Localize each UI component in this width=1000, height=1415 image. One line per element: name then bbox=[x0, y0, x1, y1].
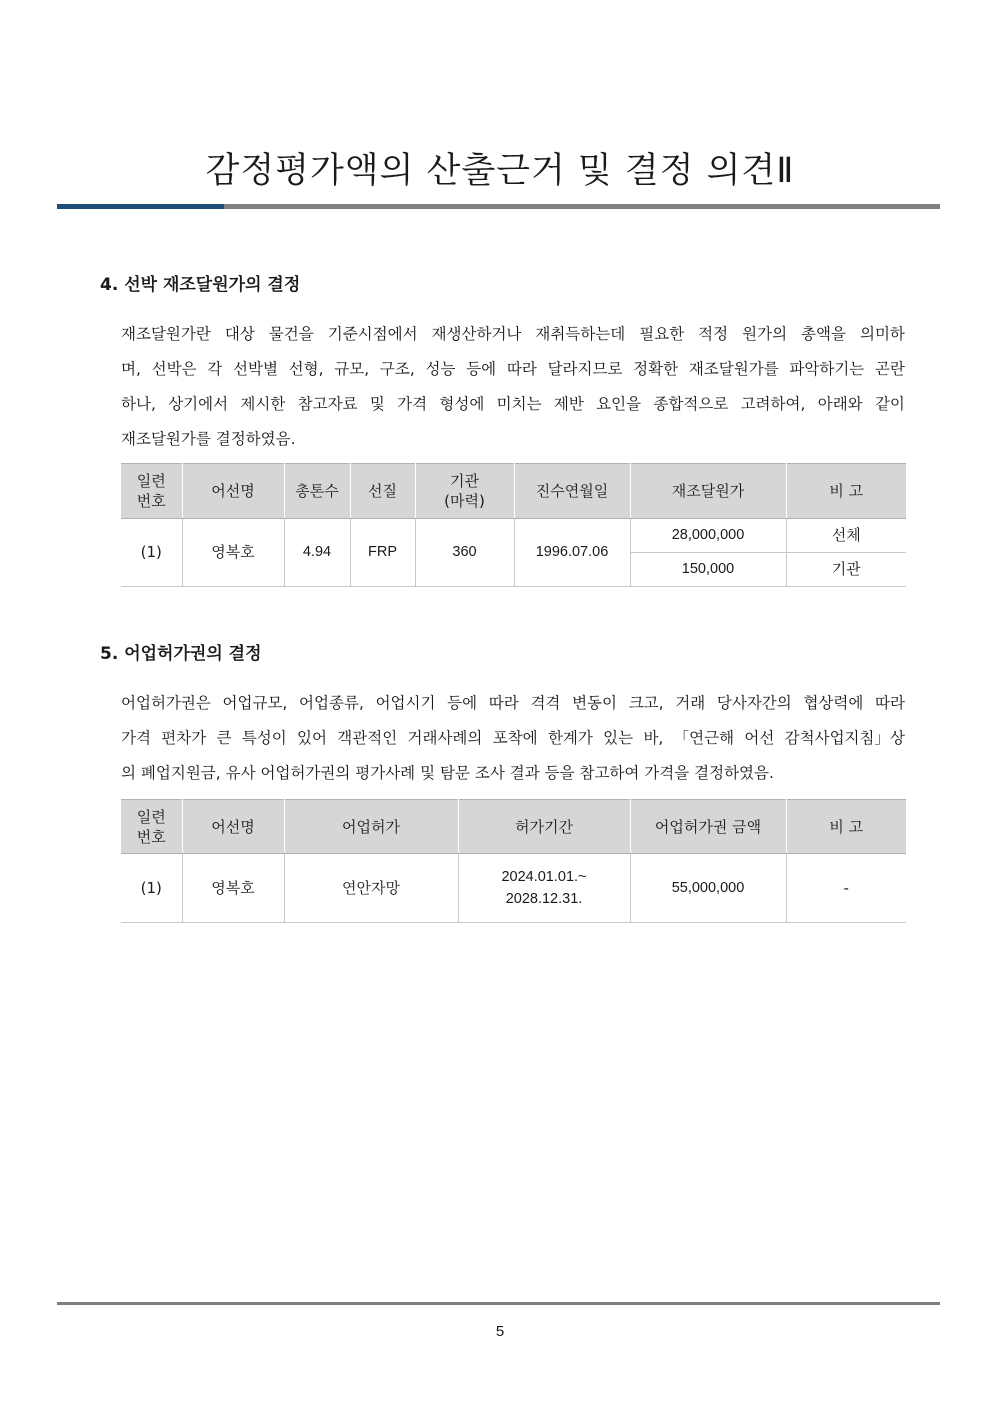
fishing-license-table bbox=[121, 799, 906, 923]
section4-paragraph bbox=[121, 317, 905, 457]
cell-remark: - bbox=[786, 854, 906, 923]
header-serial: 일련 번호 bbox=[121, 800, 182, 854]
word: 의미하 bbox=[859, 325, 905, 343]
cell-serial: (1) bbox=[121, 854, 182, 923]
word: 성능 bbox=[425, 360, 456, 378]
table-header-row bbox=[121, 800, 906, 854]
word: 요인을 bbox=[596, 395, 642, 413]
page-number: 5 bbox=[495, 1323, 505, 1340]
header-remarks: 비 고 bbox=[786, 464, 906, 519]
table-row bbox=[121, 519, 906, 553]
word: 필요한 bbox=[639, 325, 685, 343]
word: 달라지므로 bbox=[547, 360, 623, 378]
word: 어업종류, bbox=[299, 694, 364, 712]
cell-engine: 360 bbox=[415, 519, 514, 587]
title-divider bbox=[57, 204, 940, 209]
cell-license: 연안자망 bbox=[284, 854, 458, 923]
word: 있어 bbox=[297, 729, 327, 747]
cell-vessel-name: 영복호 bbox=[182, 519, 284, 587]
section5-paragraph bbox=[121, 686, 905, 791]
word: 변동이 bbox=[572, 694, 617, 712]
word: 편차가 bbox=[161, 729, 207, 747]
word: 파악하기는 bbox=[789, 360, 865, 378]
word: 재취득하는데 bbox=[535, 325, 626, 343]
word: 협상력에 bbox=[803, 694, 864, 712]
word: 종합적으로 bbox=[653, 395, 729, 413]
word: 구조, bbox=[379, 360, 415, 378]
word: 아래와 bbox=[817, 395, 863, 413]
word: 감척사업지침」상 bbox=[784, 729, 905, 747]
word: 어업시기 bbox=[375, 694, 436, 712]
header-launch-date: 진수연월일 bbox=[514, 464, 630, 519]
header-vessel-name: 어선명 bbox=[182, 800, 284, 854]
header-license: 어업허가 bbox=[284, 800, 458, 854]
table-header-row bbox=[121, 464, 906, 519]
header-serial: 일련 번호 bbox=[121, 464, 182, 519]
word: 원가의 bbox=[742, 325, 788, 343]
word: 한계가 bbox=[547, 729, 593, 747]
word: 하나, bbox=[121, 395, 156, 413]
word: 등에 bbox=[466, 360, 497, 378]
section5-line-2 bbox=[121, 721, 905, 756]
word: 격격 bbox=[530, 694, 561, 712]
word: 적정 bbox=[698, 325, 729, 343]
word: 크고, bbox=[628, 694, 664, 712]
cell-gross-tonnage: 4.94 bbox=[284, 519, 350, 587]
cell-amount: 55,000,000 bbox=[630, 854, 786, 923]
header-amount: 어업허가권 금액 bbox=[630, 800, 786, 854]
section4-line-2 bbox=[121, 352, 905, 387]
word: 고려하여, bbox=[740, 395, 806, 413]
word: 「연근해 bbox=[673, 729, 735, 747]
word: 따라 bbox=[875, 694, 905, 712]
word: 곤란 bbox=[875, 360, 905, 378]
word: 따라 bbox=[506, 360, 537, 378]
word: 따라 bbox=[488, 694, 519, 712]
word: 기준시점에서 bbox=[327, 325, 418, 343]
word: 있는 bbox=[603, 729, 634, 747]
word: 같이 bbox=[874, 395, 905, 413]
cell-material: FRP bbox=[350, 519, 415, 587]
section4-heading: 4. 선박 재조달원가의 결정 bbox=[100, 275, 301, 295]
table-row bbox=[121, 854, 906, 923]
cell-serial: (1) bbox=[121, 519, 182, 587]
header-gross-tonnage: 총톤수 bbox=[284, 464, 350, 519]
section5-heading: 5. 어업허가권의 결정 bbox=[100, 644, 262, 664]
word: 총액을 bbox=[801, 325, 846, 343]
word: 당사자간의 bbox=[716, 694, 792, 712]
word: 재조달원가를 bbox=[688, 360, 779, 378]
word: 참고자료 bbox=[297, 395, 358, 413]
section5-line-1 bbox=[121, 686, 905, 721]
period-end: 2028.12.31. bbox=[505, 891, 583, 907]
cell-period bbox=[458, 854, 630, 923]
word: 바, bbox=[643, 729, 664, 747]
section4-line-1 bbox=[121, 317, 905, 352]
word: 어선 bbox=[744, 729, 775, 747]
word: 가격 bbox=[397, 395, 428, 413]
header-vessel-name: 어선명 bbox=[182, 464, 284, 519]
word: 어업허가권은 bbox=[121, 694, 211, 712]
cell-engine-remark: 기관 bbox=[786, 553, 906, 587]
word: 제반 bbox=[553, 395, 584, 413]
word: 재생산하거나 bbox=[431, 325, 522, 343]
cell-vessel-name: 영복호 bbox=[182, 854, 284, 923]
word: 대상 bbox=[224, 325, 255, 343]
word: 각 bbox=[207, 360, 223, 378]
word: 포착에 bbox=[492, 729, 538, 747]
word: 미치는 bbox=[496, 395, 542, 413]
word: 선박별 bbox=[233, 360, 278, 378]
word: 거래사례의 bbox=[407, 729, 483, 747]
word: 제시한 bbox=[240, 395, 286, 413]
word: 객관적인 bbox=[337, 729, 398, 747]
replacement-cost-table bbox=[121, 463, 906, 587]
section4-line-3 bbox=[121, 387, 905, 422]
word: 등에 bbox=[447, 694, 478, 712]
word: 큰 bbox=[216, 729, 232, 747]
word: 정확한 bbox=[633, 360, 679, 378]
cell-launch-date: 1996.07.06 bbox=[514, 519, 630, 587]
footer-divider bbox=[57, 1302, 940, 1305]
header-period: 허가기간 bbox=[458, 800, 630, 854]
header-replacement-cost: 재조달원가 bbox=[630, 464, 786, 519]
word: 어업규모, bbox=[222, 694, 288, 712]
header-remarks: 비 고 bbox=[786, 800, 906, 854]
word: 형성에 bbox=[439, 395, 485, 413]
word: 며, bbox=[121, 360, 141, 378]
header-engine: 기관 (마력) bbox=[415, 464, 514, 519]
page-title: 감정평가액의 산출근거 및 결정 의견Ⅱ bbox=[205, 151, 795, 191]
word: 상기에서 bbox=[168, 395, 229, 413]
word: 거래 bbox=[675, 694, 706, 712]
cell-hull-remark: 선체 bbox=[786, 519, 906, 553]
word: 선박은 bbox=[151, 360, 197, 378]
word: 재조달원가란 bbox=[121, 325, 211, 343]
word: 선형, bbox=[288, 360, 324, 378]
cell-hull-cost: 28,000,000 bbox=[630, 519, 786, 553]
word: 규모, bbox=[334, 360, 370, 378]
word: 물건을 bbox=[268, 325, 314, 343]
title-divider-accent bbox=[57, 204, 224, 209]
word: 및 bbox=[369, 395, 385, 413]
section4-line-4: 재조달원가를 결정하였음. bbox=[121, 430, 296, 448]
period-start: 2024.01.01.~ bbox=[501, 869, 587, 885]
word: 가격 bbox=[121, 729, 151, 747]
word: 특성이 bbox=[241, 729, 287, 747]
header-material: 선질 bbox=[350, 464, 415, 519]
cell-engine-cost: 150,000 bbox=[630, 553, 786, 587]
section5-line-3: 의 폐업지원금, 유사 어업허가권의 평가사례 및 탐문 조사 결과 등을 참고하여 가격을 결정하였음. bbox=[121, 764, 774, 782]
